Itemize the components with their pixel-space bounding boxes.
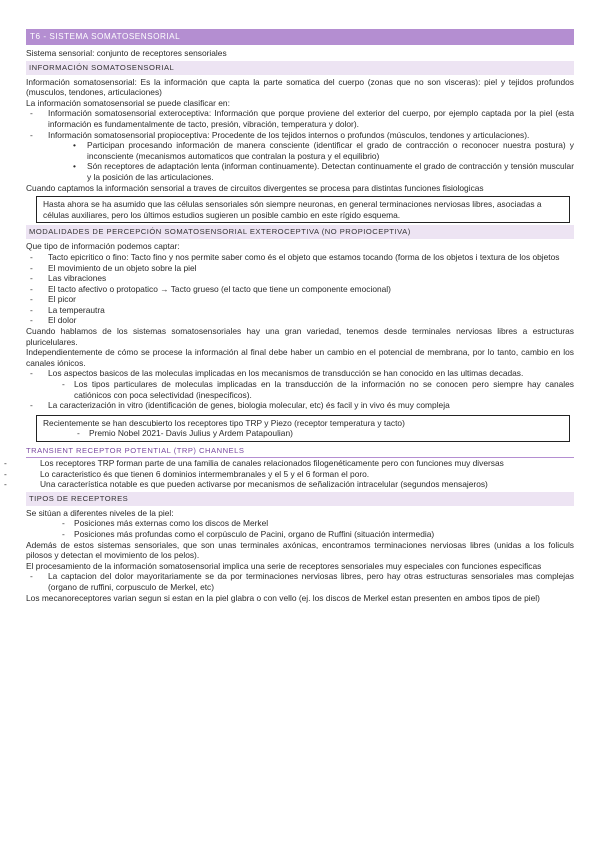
dash-bullet: - xyxy=(62,518,65,529)
list-item: - Información somatosensorial exteroceptiva: Información que porque proviene del exterior del cuerpo, por ejemplo captada por la piel (esta información es fundamentalmente de tacto, presión, vibración, temperatura y dolor). xyxy=(30,108,574,129)
dot-bullet: • xyxy=(73,161,76,172)
list-item: - Posiciones más externas como los discos de Merkel xyxy=(62,518,269,529)
paragraph: Independientemente de cómo se procese la información al final debe haber un cambio en el potencial de membrana, por lo tanto, cambio en los canales iónicos. xyxy=(26,347,574,368)
dash-bullet: - xyxy=(30,294,33,305)
paragraph: Cuando hablamos de los sistemas somatosensoriales hay una gran variedad, tenemos desde terminales nerviosas libres a estructuras pluricelulares. xyxy=(26,326,574,347)
note-box xyxy=(36,196,570,223)
list-item: - El picor xyxy=(30,294,76,305)
paragraph: Además de estos sistemas sensoriales, que son unas terminales axónicas, encontramos terminaciones nerviosas libres (unidas a los foliculs pilosos y detectan el movimiento de los pelos). xyxy=(26,539,574,561)
list-item: • Són receptores de adaptación lenta (informan continuamente). Detectan continuamente el grado de contracción y tensión muscular y la posición de las articulaciones. xyxy=(73,161,574,182)
list-item: - Lo caracteristico és que tienen 6 dominios intermembranales y el 5 y el 6 forman el poro. xyxy=(4,468,370,479)
list-item: - Premio Nobel 2021- Davis Julius y Ardem Patapoulian) xyxy=(77,428,293,439)
paragraph: Se sitúan a diferentes niveles de la piel: xyxy=(26,507,174,518)
dash-bullet: - xyxy=(62,379,65,390)
dash-bullet: - xyxy=(30,273,33,284)
list-item: - Los tipos particulares de moleculas implicadas en la transducción de la información no se conocen pero siempre hay canales catiónicos con poca selectividad (inespecificos). xyxy=(62,379,574,400)
dash-bullet: - xyxy=(30,283,33,294)
list-item: - El tacto afectivo o protopatico → Tacto grueso (el tacto que tiene un componente emocional) xyxy=(30,283,391,294)
list-item: • Participan procesando información de manera consciente (identificar el grado de contracción o reconocer nuestra postura) y inconsciente (mecanismos automaticos que contralan la postura y el equilibrio) xyxy=(73,140,574,161)
intro-line: Sistema sensorial: conjunto de receptores sensoriales xyxy=(26,48,227,58)
note-box xyxy=(36,415,570,442)
list-item: - Las vibraciones xyxy=(30,273,107,284)
document-title: T6 - SISTEMA SOMATOSENSORIAL xyxy=(26,29,574,45)
dash-bullet: - xyxy=(30,315,33,326)
paragraph: El procesamiento de la información somatosensorial implica una serie de receptores sensoriales muy especiales con funciones especificas xyxy=(26,560,542,571)
dash-bullet: - xyxy=(30,571,33,582)
dash-bullet: - xyxy=(77,428,80,439)
note-text: Hasta ahora se ha asumido que las células sensoriales són siempre neuronas, en general terminaciones nerviosas libres, asociadas a células auxiliares, pero los últimos estudios sugieren un posible cambio en este rígido esquema. xyxy=(43,199,542,220)
paragraph: Los mecanoreceptores varian segun si estan en la piel glabra o con vello (ej. los discos de Merkel estan presenten en ambos tipos de piel) xyxy=(26,592,540,603)
list-item: - La temperautra xyxy=(30,304,105,315)
list-item: - Información somatosensorial propioceptiva: Procedente de los tejidos internos o profundos (músculos, tendones y articulaciones). xyxy=(30,129,530,140)
paragraph: Que tipo de información podemos captar: xyxy=(26,241,180,252)
paragraph: Información somatosensorial: Es la información que capta la parte somatica del cuerpo (zonas que no son visceras): piel y tejidos profundos (musculos, tendones, articulaciones) xyxy=(26,76,574,98)
dash-bullet: - xyxy=(4,458,7,468)
dash-bullet: - xyxy=(30,108,33,119)
dash-bullet: - xyxy=(30,129,33,140)
dash-bullet: - xyxy=(62,528,65,539)
dash-bullet: - xyxy=(4,479,7,490)
dash-bullet: - xyxy=(4,468,7,479)
dash-bullet: - xyxy=(30,368,33,379)
section-heading-trp: TRANSIENT RECEPTOR POTENTIAL (TRP) CHANNELS xyxy=(26,444,574,458)
dash-bullet: - xyxy=(30,251,33,262)
paragraph: Cuando captamos la información sensorial a traves de circuitos divergentes se procesa para distintas funciones fisiologicas xyxy=(26,182,484,193)
dash-bullet: - xyxy=(30,304,33,315)
dot-bullet: • xyxy=(73,140,76,151)
section-heading-modalidades: MODALIDADES DE PERCEPCIÓN SOMATOSENSORIAL EXTEROCEPTIVA (NO PROPIOCEPTIVA) xyxy=(26,225,574,239)
list-item: - Los aspectos basicos de las moleculas implicadas en los mecanismos de transducción se han conocido en las ultimas decadas. xyxy=(30,368,524,379)
list-item: - La caracterización in vitro (identificación de genes, biologia molecular, etc) és facil y in vivo és muy compleja xyxy=(30,400,450,411)
document-page xyxy=(4,29,574,603)
list-item: - Posiciones más profundas como el corpúsculo de Pacini, organo de Ruffini (situación intermedia) xyxy=(62,528,435,539)
dash-bullet: - xyxy=(30,400,33,411)
paragraph: La información somatosensorial se puede clasificar en: xyxy=(26,97,230,108)
dash-bullet: - xyxy=(30,262,33,273)
list-item: - El dolor xyxy=(30,315,77,326)
list-item: - Una característica notable es que pueden activarse por mecanismos de señalización intracelular (segundos mensajeros) xyxy=(4,479,488,490)
section-heading-somatosensorial: INFORMACIÓN SOMATOSENSORIAL xyxy=(26,61,574,75)
section-heading-tipos: TIPOS DE RECEPTORES xyxy=(26,492,574,506)
list-item: - La captacion del dolor mayoritariamente se da por terminaciones nerviosas libres, pero hay otras estructuras sensoriales mas complejas (organo de ruffini, corpusculo de Merkel, etc) xyxy=(30,571,574,592)
note-text: Recientemente se han descubierto los receptores tipo TRP y Piezo (receptor temperatura y tacto) xyxy=(43,417,405,428)
list-item: - El movimiento de un objeto sobre la piel xyxy=(30,262,197,273)
list-item: - Los receptores TRP forman parte de una familia de canales relacionados filogenéticamente pero con funciones muy diversas xyxy=(4,458,504,468)
list-item: - Tacto epicritico o fino: Tacto fino y nos permite saber como és el objeto que estamos tocando (forma de los objetos i textura de los objetos xyxy=(30,251,560,262)
